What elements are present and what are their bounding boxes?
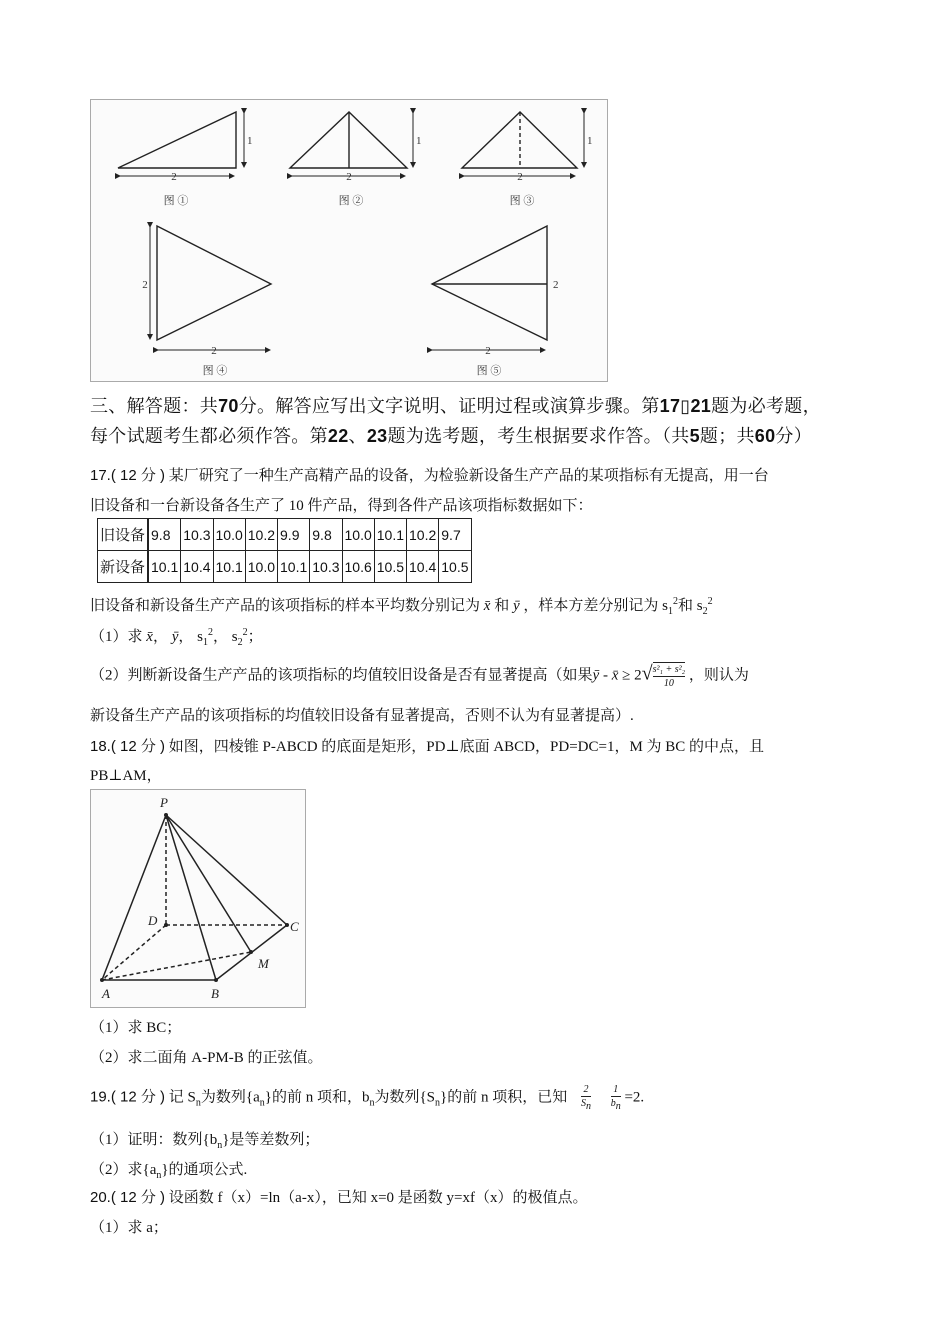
q19-part-2: （2）求$\{a_n\}$的通项公式. — [90, 1162, 248, 1181]
table-cell: 9.9 — [278, 519, 310, 551]
dim-label: 1 — [587, 135, 593, 147]
triangle-fig-5 — [432, 226, 547, 350]
table-cell: 9.8 — [148, 519, 181, 551]
triangle-fig-3 — [462, 112, 584, 176]
table-cell: 10.1 — [278, 551, 310, 583]
triangle-fig-4 — [150, 226, 271, 350]
q18-line-1: 18.( 12 分 ) 如图，四棱锥 P-ABCD 的底面是矩形，PD⊥底面 ABCD，PD=DC=1，M 为 BC 的中点，且 — [90, 738, 765, 755]
table-cell: 10.0 — [213, 519, 245, 551]
table-cell: 10.0 — [342, 519, 374, 551]
table-cell: 10.5 — [374, 551, 406, 583]
table-cell: 10.4 — [407, 551, 439, 583]
table-cell: 10.2 — [407, 519, 439, 551]
caption-fig-4: 图 ④ — [202, 365, 228, 377]
q17-part-2-cont: 新设备生产产品的该项指标的均值较旧设备有显著提高，否则不认为有显著提高）. — [90, 708, 634, 724]
caption-fig-2: 图 ② — [338, 195, 364, 207]
dim-label: 2 — [485, 345, 491, 357]
q17-line-1: 17.( 12 分 ) 某厂研究了一种生产高精产品的设备，为检验新设备生产产品的某项指标有无提高，用一台 — [90, 467, 769, 484]
label-P: P — [160, 795, 168, 810]
label-M: M — [258, 956, 269, 971]
dim-label: 2 — [211, 345, 217, 357]
pyramid-figure — [90, 789, 306, 1008]
table-cell: 10.1 — [148, 551, 181, 583]
triangle-fig-1 — [118, 112, 244, 176]
table-cell: 10.1 — [213, 551, 245, 583]
table-cell: 10.6 — [342, 551, 374, 583]
label-D: D — [148, 913, 158, 928]
three-view-figure — [90, 99, 608, 382]
q17-part-2: （2）判断新设备生产产品的该项指标的均值较旧设备是否有显著提高（如果ȳ - x̄ ≥ 2√ $\frac{\text{s²₁ + s²₂}}{10}$ ，则认为 — [90, 662, 749, 689]
table-cell: 10.5 — [439, 551, 471, 583]
section-header-line-1: 三、解答题：共70分。解答应写出文字说明、证明过程或演算步骤。第17▯21题为必考题， — [90, 396, 821, 416]
dim-label: 2 — [517, 171, 523, 183]
q18-part-2: （2）求二面角 A-PM-B 的正弦值。 — [90, 1050, 323, 1066]
label-B: B — [211, 986, 219, 1001]
dim-label: 1 — [247, 135, 253, 147]
triangle-fig-2 — [290, 112, 413, 176]
q17-line-2: 旧设备和一台新设备各生产了 10 件产品，得到各件产品该项指标数据如下： — [90, 498, 593, 514]
q17-data-table — [97, 518, 472, 583]
dim-label: 2 — [142, 279, 148, 291]
q19-part-1: （1）证明：数列$\{b_n\}$是等差数列； — [90, 1132, 320, 1151]
dim-label: 1 — [416, 135, 422, 147]
table-cell: 10.3 — [310, 551, 342, 583]
table-cell: 9.7 — [439, 519, 471, 551]
caption-fig-1: 图 ① — [163, 195, 189, 207]
table-row-new — [98, 551, 472, 583]
q18-line-2: PB⊥AM， — [90, 768, 162, 784]
q20-line-1: 20.( 12 分 ) 设函数 f（x）=ln（a-x），已知 x=0 是函数 y=xf（x）的极值点。 — [90, 1189, 588, 1206]
table-cell: 10.3 — [181, 519, 213, 551]
q17-part-1: （1）求 x̄， ȳ， $s_1^2$， $s_2^2$； — [90, 627, 263, 648]
table-row-old — [98, 519, 472, 551]
table-cell: 10.2 — [245, 519, 277, 551]
section-header-line-2: 每个试题考生都必须作答。第22、23题为选考题，考生根据要求作答。（共5题；共60分） — [90, 426, 813, 446]
table-cell: 10.4 — [181, 551, 213, 583]
q17-mean-line: 旧设备和新设备生产产品的该项指标的样本平均数分别记为 x̄ 和 ȳ ，样本方差分别记为 $s_1^2$和 $s_2^2$ — [90, 596, 713, 617]
caption-fig-5: 图 ⑤ — [476, 365, 502, 377]
q18-part-1: （1）求 BC； — [90, 1020, 182, 1036]
label-C: C — [290, 919, 299, 934]
table-cell: 10.0 — [245, 551, 277, 583]
row-label: 新设备 — [98, 551, 149, 583]
dim-label: 2 — [346, 171, 352, 183]
row-label: 旧设备 — [98, 519, 149, 551]
dim-label: 2 — [553, 279, 559, 291]
caption-fig-3: 图 ③ — [509, 195, 535, 207]
table-cell: 9.8 — [310, 519, 342, 551]
dim-label: 2 — [171, 171, 177, 183]
q19-line-1: 19.( 12 分 ) 记 $S_n$为数列$\{a_n\}$的前 n 项和，$b_n$为数列$\{S_n\}$的前 n 项积，已知 $\frac{2}{S_n}$ $\frac{1}{b_n}$ =2. — [90, 1084, 645, 1112]
table-cell: 10.1 — [374, 519, 406, 551]
label-A: A — [102, 986, 110, 1001]
q20-part-1: （1）求 a； — [90, 1220, 168, 1236]
